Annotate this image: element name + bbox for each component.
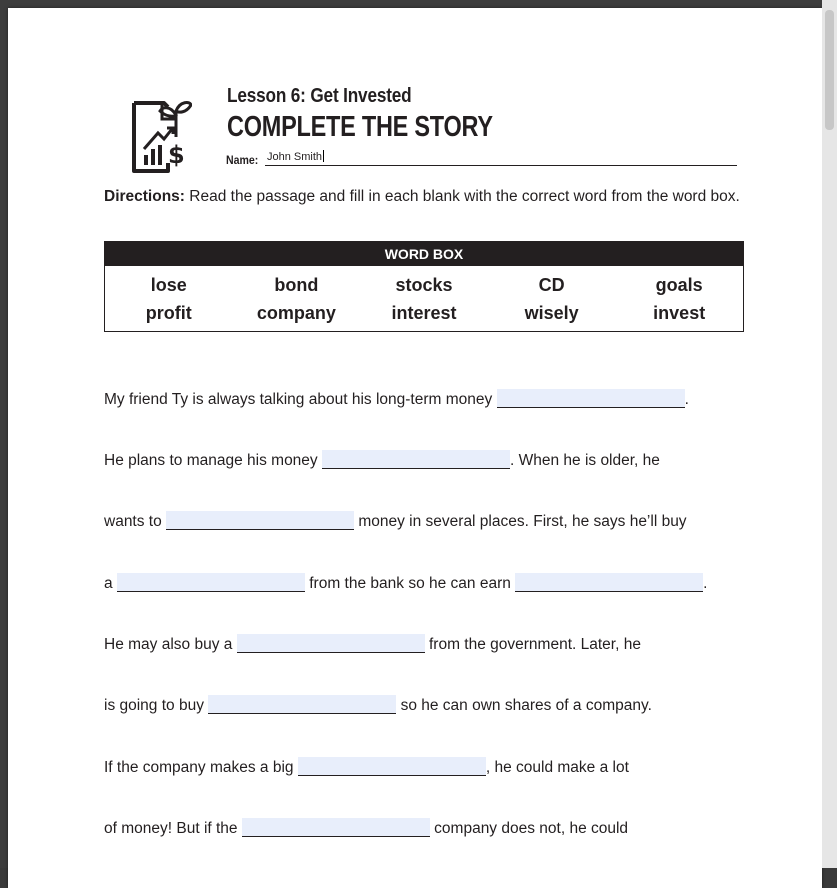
passage-text: If the company makes a big [104, 759, 298, 776]
passage-text: wants to [104, 513, 167, 530]
fill-blank-field[interactable] [322, 450, 510, 469]
passage-text: . [684, 391, 689, 408]
passage-line [104, 511, 687, 532]
passage-text: is going to buy [104, 697, 209, 714]
word-box-word: bond [274, 275, 319, 295]
fill-blank-field[interactable] [497, 389, 685, 408]
word-box-word: profit [145, 303, 192, 323]
growth-chart-plant-dollar-icon [124, 93, 192, 175]
text-caret [323, 150, 324, 162]
word-box-word: wisely [524, 303, 579, 323]
passage-text: of money! But if the [104, 820, 242, 837]
svg-text:$: $ [168, 141, 185, 169]
word-box-word: goals [655, 275, 703, 295]
directions [104, 187, 754, 207]
worksheet-page [8, 8, 822, 888]
passage-text: from the government. Later, he [424, 636, 641, 653]
passage-line [104, 634, 641, 655]
fill-blank-field[interactable] [298, 757, 486, 776]
passage-text: . [703, 575, 708, 592]
fill-blank-field[interactable] [515, 573, 703, 592]
passage-text: company does not, he could [429, 820, 629, 837]
passage-text: from the bank so he can earn [304, 575, 516, 592]
name-value: John Smith [267, 151, 323, 163]
fill-blank-field[interactable] [208, 695, 396, 714]
word-box-word: lose [150, 275, 187, 295]
name-field[interactable] [265, 149, 737, 166]
passage-line [104, 695, 652, 716]
passage-text: money in several places. First, he says he’ll buy [354, 513, 687, 530]
fill-blank-field[interactable] [242, 818, 430, 837]
passage-text: . When he is older, he [509, 452, 660, 469]
word-box-word: interest [391, 303, 457, 323]
word-box [104, 241, 744, 332]
passage-line [104, 573, 707, 594]
fill-blank-field[interactable] [117, 573, 305, 592]
passage-text: He plans to manage his money [104, 452, 322, 469]
passage-line [104, 818, 628, 839]
word-box-word: company [256, 303, 336, 323]
scrollbar-thumb[interactable] [825, 10, 834, 130]
word-grid [105, 266, 743, 327]
name-label: Name: [226, 153, 259, 167]
passage-text: so he can own shares of a company. [396, 697, 652, 714]
lesson-heading: Lesson 6: Get Invested [227, 85, 412, 107]
fill-blank-field[interactable] [237, 634, 425, 653]
passage-text: He may also buy a [104, 636, 237, 653]
passage-line [104, 450, 660, 471]
vertical-scrollbar[interactable] [822, 0, 837, 868]
passage-text: , he could make a lot [485, 759, 629, 776]
fill-blank-field[interactable] [166, 511, 354, 530]
passage-text: a [104, 575, 117, 592]
passage-line [104, 389, 689, 410]
word-box-header: WORD BOX [105, 242, 743, 266]
directions-text: Read the passage and fill in each blank with the correct word from the word box. [184, 188, 740, 205]
passage-line [104, 757, 629, 778]
directions-label: Directions: [104, 188, 185, 205]
word-box-word: CD [538, 275, 565, 295]
page-title: COMPLETE THE STORY [227, 111, 493, 143]
passage-text: My friend Ty is always talking about his long-term money [104, 391, 497, 408]
word-box-word: invest [653, 303, 706, 323]
word-box-word: stocks [395, 275, 453, 295]
